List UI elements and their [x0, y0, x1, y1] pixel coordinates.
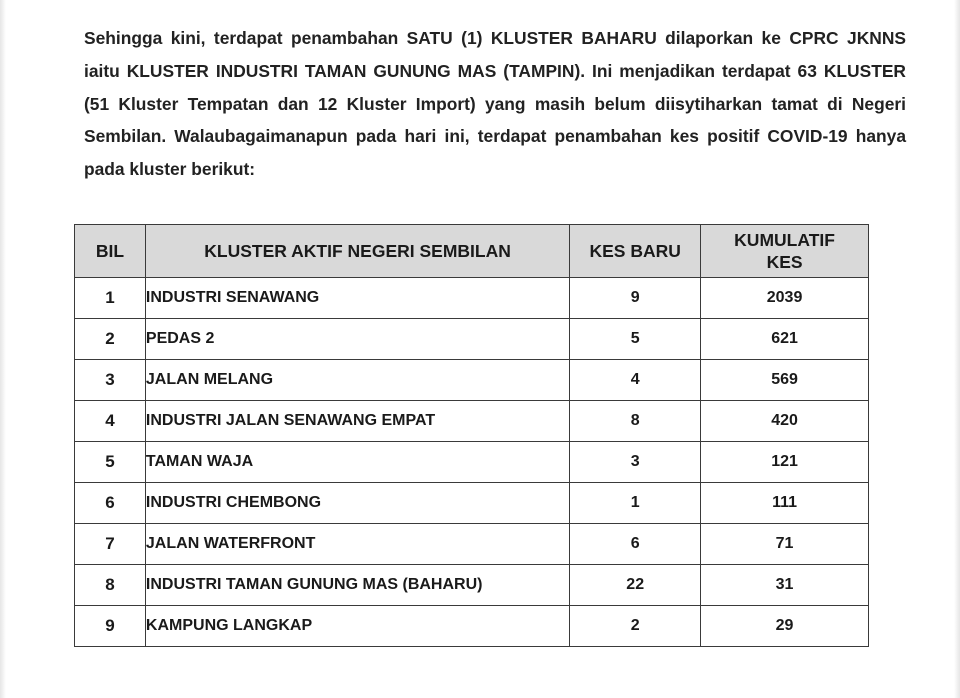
header-bil: BIL: [75, 225, 146, 278]
header-new-cases: KES BARU: [570, 225, 701, 278]
cell-cluster: PEDAS 2: [145, 319, 569, 360]
cell-new-cases: 8: [570, 401, 701, 442]
table-row: [75, 360, 869, 401]
cell-new-cases: 5: [570, 319, 701, 360]
table-row: [75, 565, 869, 606]
cluster-table: [74, 224, 869, 647]
cell-cumulative: 621: [701, 319, 869, 360]
cell-cumulative: 2039: [701, 278, 869, 319]
cell-new-cases: 9: [570, 278, 701, 319]
cell-new-cases: 1: [570, 483, 701, 524]
page-edge-right: [954, 0, 960, 698]
cell-cumulative: 121: [701, 442, 869, 483]
intro-paragraph: Sehingga kini, terdapat penambahan SATU (1) KLUSTER BAHARU dilaporkan ke CPRC JKNNS iaitu KLUSTER INDUSTRI TAMAN GUNUNG MAS (TAMPIN). Ini menjadikan terdapat 63 KLUSTER (51 Kluster Tempatan dan 12 Kluster Import) yang masih belum diisytiharkan tamat di Negeri Sembilan. Walaubagaimanapun pada hari ini, terdapat penambahan kes positif COVID-19 hanya pada kluster berikut:: [84, 28, 906, 180]
cell-cumulative: 111: [701, 483, 869, 524]
table-header-row: [75, 225, 869, 278]
table-row: [75, 606, 869, 647]
cell-cluster: JALAN WATERFRONT: [145, 524, 569, 565]
cell-cumulative: 31: [701, 565, 869, 606]
header-cumulative-line1: KUMULATIF: [734, 230, 835, 250]
table-row: [75, 278, 869, 319]
cell-cluster: JALAN MELANG: [145, 360, 569, 401]
table-row: [75, 401, 869, 442]
cell-cumulative: 420: [701, 401, 869, 442]
cell-bil: 4: [75, 401, 146, 442]
cell-new-cases: 3: [570, 442, 701, 483]
cell-bil: 1: [75, 278, 146, 319]
cell-bil: 6: [75, 483, 146, 524]
cell-cumulative: 569: [701, 360, 869, 401]
header-cumulative-line2: KES: [766, 252, 803, 272]
cell-cluster: INDUSTRI SENAWANG: [145, 278, 569, 319]
cell-bil: 2: [75, 319, 146, 360]
cell-cluster: INDUSTRI CHEMBONG: [145, 483, 569, 524]
cell-new-cases: 2: [570, 606, 701, 647]
cell-bil: 8: [75, 565, 146, 606]
page-edge-left: [0, 0, 6, 698]
table-row: [75, 442, 869, 483]
cell-bil: 7: [75, 524, 146, 565]
cell-new-cases: 22: [570, 565, 701, 606]
table-row: [75, 483, 869, 524]
cell-bil: 3: [75, 360, 146, 401]
cell-new-cases: 6: [570, 524, 701, 565]
cell-cluster: KAMPUNG LANGKAP: [145, 606, 569, 647]
header-cluster: KLUSTER AKTIF NEGERI SEMBILAN: [145, 225, 569, 278]
cell-bil: 9: [75, 606, 146, 647]
cell-new-cases: 4: [570, 360, 701, 401]
table-row: [75, 524, 869, 565]
cell-cluster: INDUSTRI TAMAN GUNUNG MAS (BAHARU): [145, 565, 569, 606]
cell-cluster: TAMAN WAJA: [145, 442, 569, 483]
table-row: [75, 319, 869, 360]
header-cumulative: [701, 225, 869, 278]
cell-bil: 5: [75, 442, 146, 483]
cell-cluster: INDUSTRI JALAN SENAWANG EMPAT: [145, 401, 569, 442]
intro-text: [84, 22, 906, 186]
cell-cumulative: 71: [701, 524, 869, 565]
cell-cumulative: 29: [701, 606, 869, 647]
